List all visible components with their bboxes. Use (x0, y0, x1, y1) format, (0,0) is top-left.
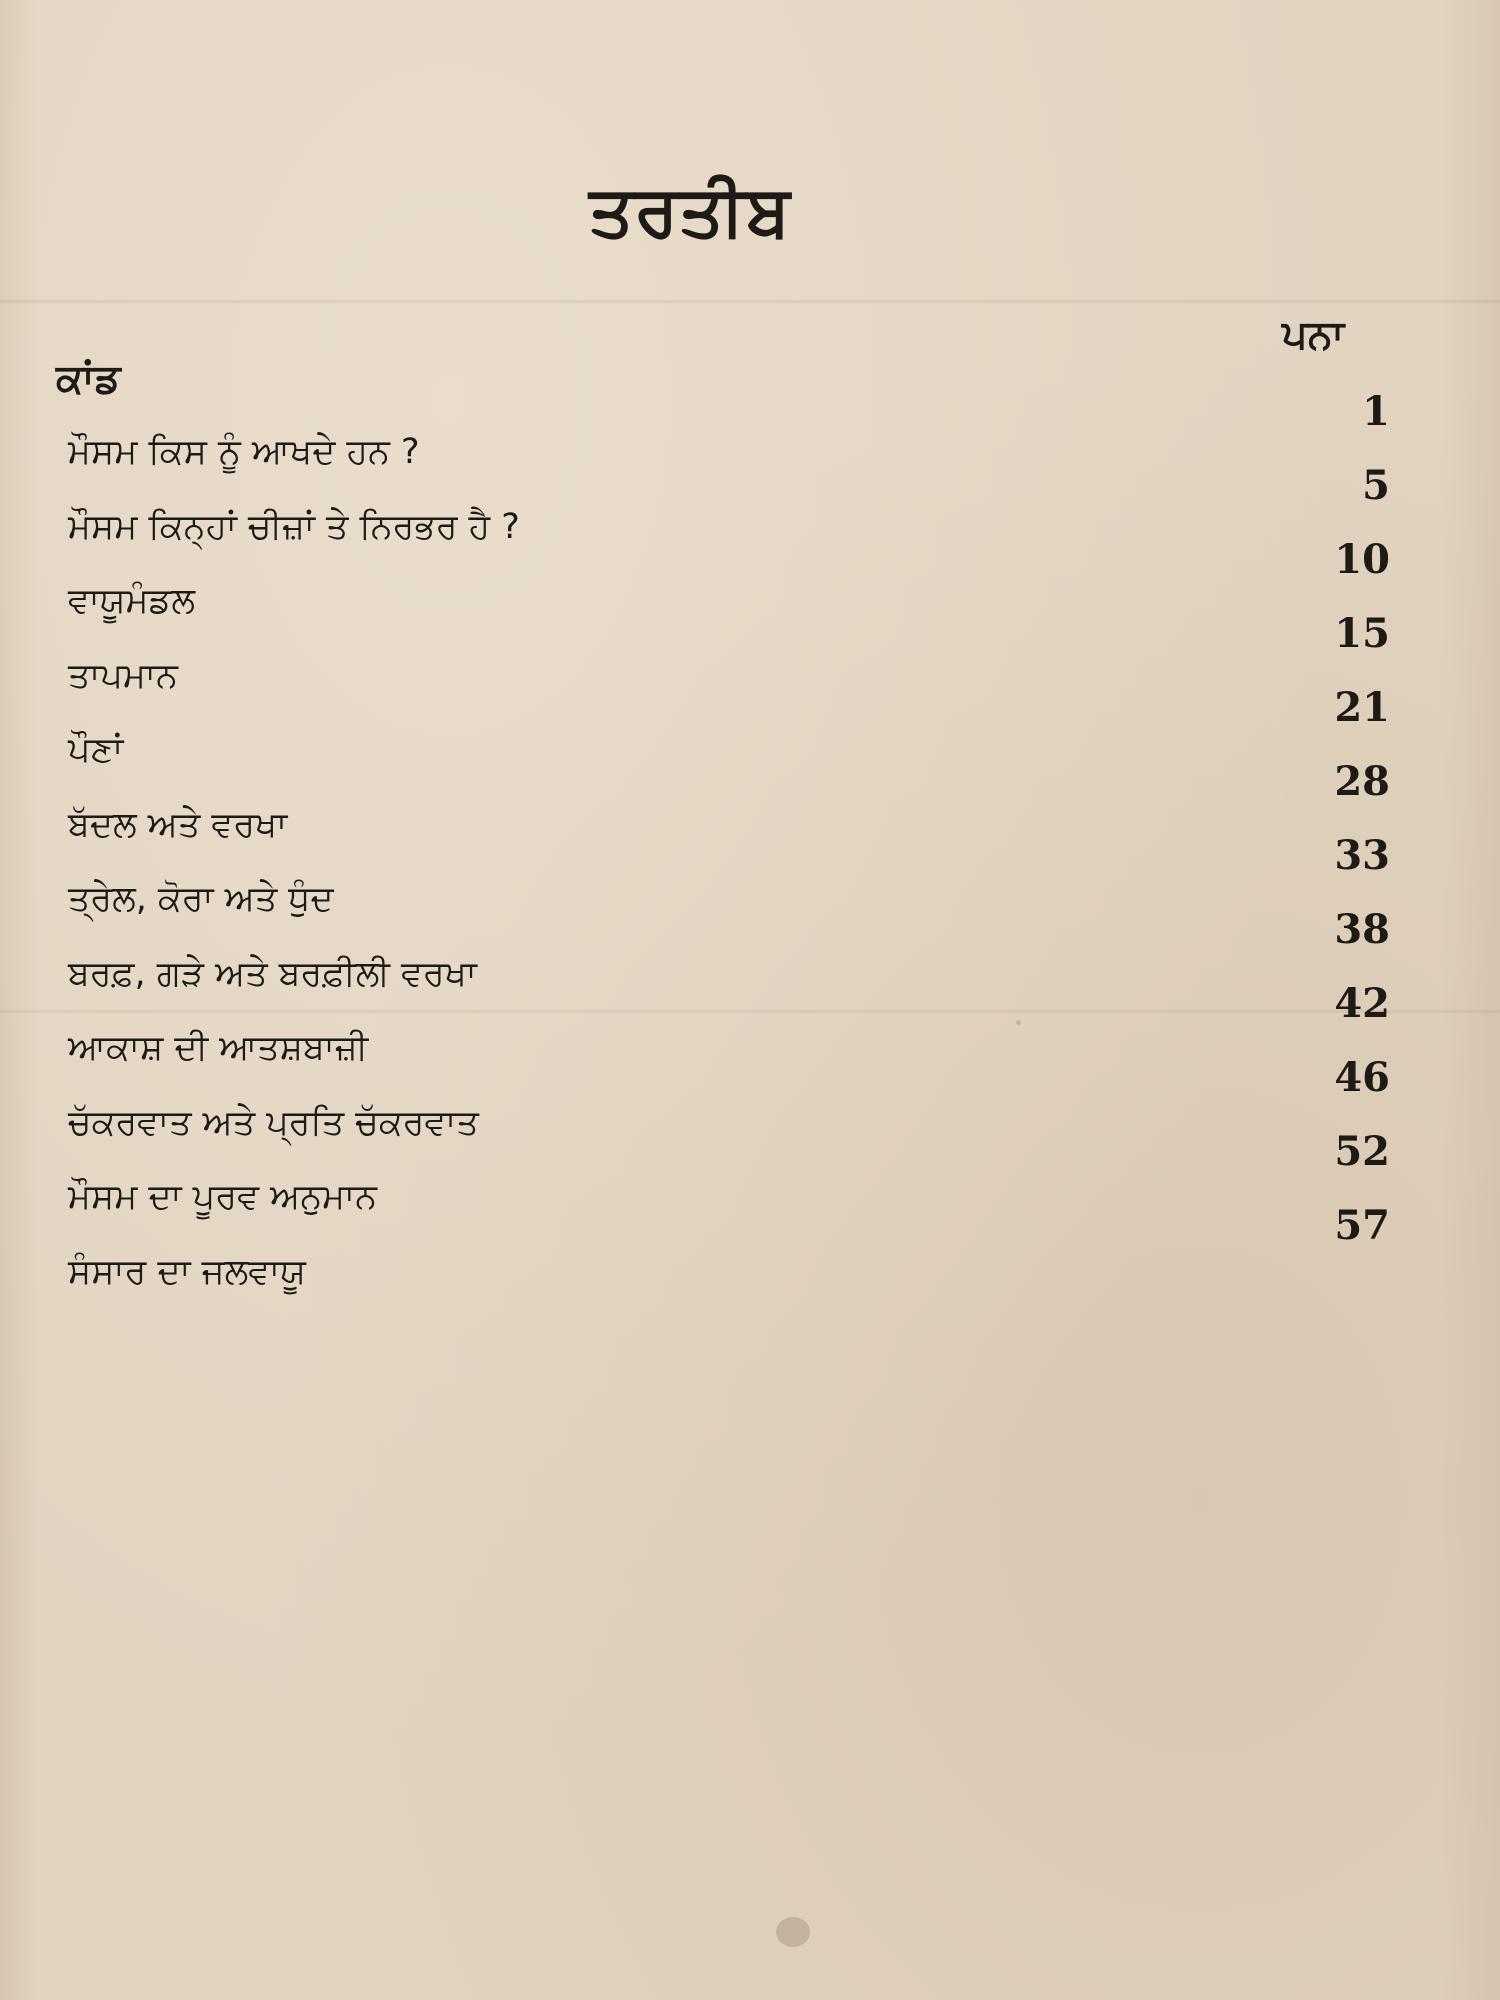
page-number: 15 (1334, 610, 1390, 657)
page-number-list (1280, 382, 1390, 1270)
chapter-title: ਬੱਦਲ ਅਤੇ ਵਰਖਾ (68, 804, 288, 845)
chapter-list (68, 422, 520, 1316)
page-number: 38 (1334, 906, 1390, 953)
chapter-title: ਮੌਸਮ ਕਿਨ੍ਹਾਂ ਚੀਜ਼ਾਂ ਤੇ ਨਿਰਭਰ ਹੈ ? (68, 506, 520, 547)
chapter-title: ਸੰਸਾਰ ਦਾ ਜਲਵਾਯੂ (68, 1251, 306, 1292)
page-number: 5 (1362, 462, 1390, 509)
chapter-title: ਆਕਾਸ਼ ਦੀ ਆਤਸ਼ਬਾਜ਼ੀ (68, 1028, 369, 1068)
chapter-column-header: ਕਾਂਡ (56, 356, 121, 402)
chapter-title: ਚੱਕਰਵਾਤ ਅਤੇ ਪ੍ਰਤਿ ਚੱਕਰਵਾਤ (68, 1102, 479, 1143)
page-number: 52 (1334, 1128, 1390, 1175)
page-number: 1 (1362, 388, 1390, 435)
paper-speck (1016, 1020, 1021, 1025)
page-number: 42 (1334, 980, 1390, 1027)
chapter-title: ਤ੍ਰੇਲ, ਕੋਰਾ ਅਤੇ ਧੁੰਦ (68, 879, 334, 919)
page-column-header: ਪਨਾ (1282, 312, 1345, 358)
page-number: 57 (1334, 1202, 1390, 1249)
bleed-through-line (0, 300, 1500, 303)
chapter-title: ਮੌਸਮ ਦਾ ਪੂਰਵ ਅਨੁਮਾਨ (68, 1177, 378, 1217)
page-number: 28 (1334, 758, 1390, 805)
chapter-title: ਮੌਸਮ ਕਿਸ ਨੂੰ ਆਖਦੇ ਹਨ ? (68, 432, 420, 472)
chapter-title: ਪੌਣਾਂ (68, 730, 124, 770)
chapter-title: ਤਾਪਮਾਨ (68, 655, 178, 696)
paper-stain (776, 1917, 810, 1947)
chapter-title: ਬਰਫ਼, ਗੜੇ ਅਤੇ ਬਰਫ਼ੀਲੀ ਵਰਖਾ (68, 953, 477, 994)
page-number: 46 (1334, 1054, 1390, 1101)
page-title: ਤਰਤੀਬ (589, 170, 791, 252)
page-number: 10 (1334, 536, 1390, 583)
page-number: 21 (1334, 684, 1390, 731)
chapter-title: ਵਾਯੂਮੰਡਲ (68, 581, 196, 621)
page-number: 33 (1334, 832, 1390, 879)
